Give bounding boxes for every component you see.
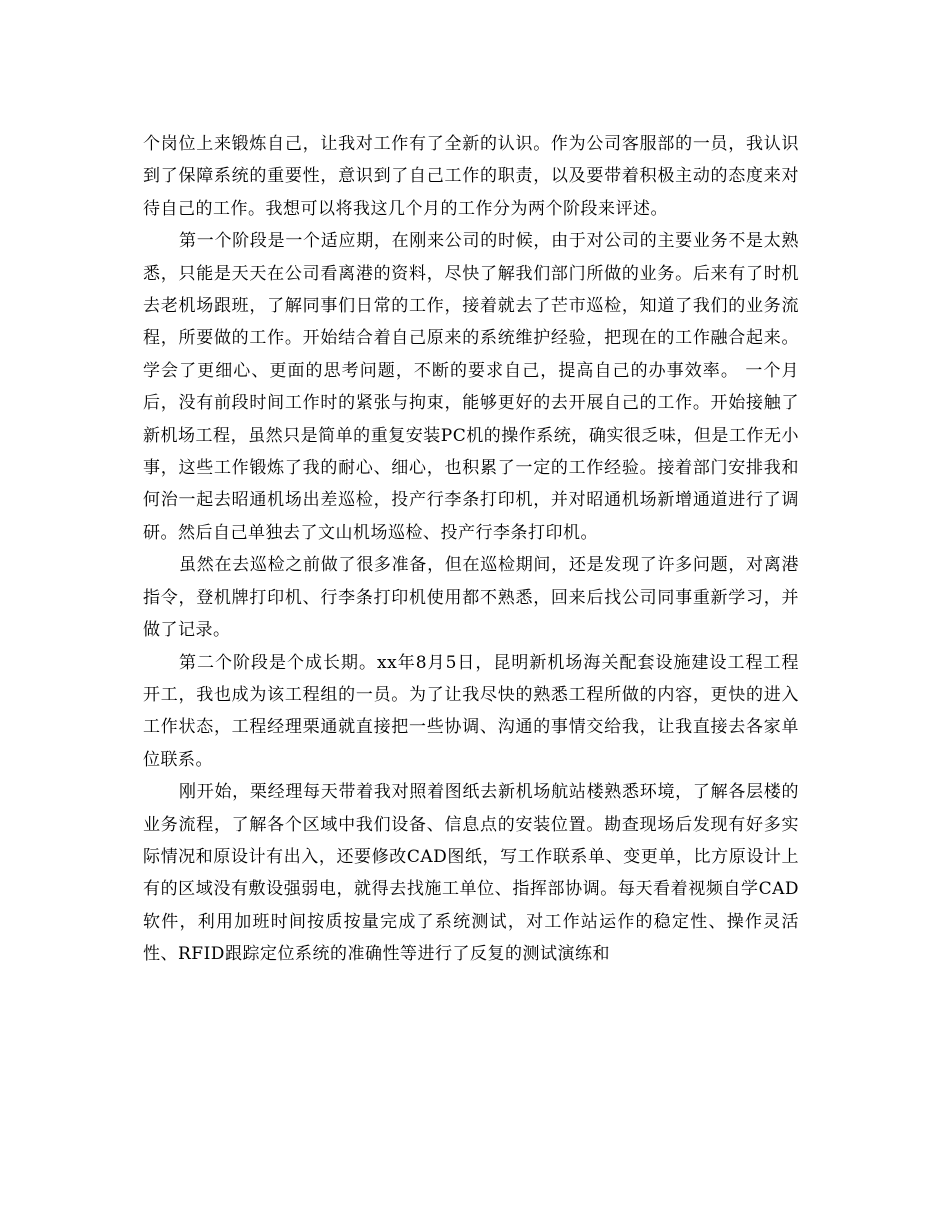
paragraph-1: 个岗位上来锻炼自己，让我对工作有了全新的认识。作为公司客服部的一员，我认识到了保障系统的重要性，意识到了自己工作的职责，以及要带着积极主动的态度来对待自己的工作。我想可以将我这几个月的工作分为两个阶段来评述。 [143, 134, 799, 219]
paragraph-2: 第一个阶段是一个适应期，在刚来公司的时候，由于对公司的主要业务不是太熟悉，只能是天天在公司看离港的资料，尽快了解我们部门所做的业务。后来有了时机去老机场跟班，了解同事们日常的工作，接着就去了芒市巡检，知道了我们的业务流程，所要做的工作。开始结合着自己原来的系统维护经验，把现在的工作融合起来。学会了更细心、更面的思考问题，不断的要求自己，提高自己的办事效率。 一个月后，没有前段时间工作时的紧张与拘束，能够更好的去开展自己的工作。开始接触了新机场工程，虽然只是简单的重复安装PC机的操作系统，确实很乏味，但是工作无小事，这些工作锻炼了我的耐心、细心，也积累了一定的工作经验。接着部门安排我和何治一起去昭通机场出差巡检，投产行李条打印机，并对昭通机场新增通道进行了调研。然后自己单独去了文山机场巡检、投产行李条打印机。 [143, 231, 799, 543]
paragraph-5: 刚开始，栗经理每天带着我对照着图纸去新机场航站楼熟悉环境，了解各层楼的业务流程，了解各个区域中我们设备、信息点的安装位置。勘查现场后发现有好多实际情况和原设计有出入，还要修改CAD图纸，写工作联系单、变更单，比方原设计上有的区域没有敷设强弱电，就得去找施工单位、指挥部协调。每天看着视频自学CAD软件，利用加班时间按质按量完成了系统测试，对工作站运作的稳定性、操作灵活性、RFID跟踪定位系统的准确性等进行了反复的测试演练和 [143, 782, 799, 965]
paragraph-4: 第二个阶段是个成长期。xx年8月5日，昆明新机场海关配套设施建设工程工程开工，我也成为该工程组的一员。为了让我尽快的熟悉工程所做的内容，更快的进入工作状态，工程经理栗通就直接把一些协调、沟通的事情交给我，让我直接去各家单位联系。 [143, 652, 799, 770]
document-body [143, 128, 799, 971]
paragraph-3: 虽然在去巡检之前做了很多准备，但在巡检期间，还是发现了许多问题，对离港指令，登机牌打印机、行李条打印机使用都不熟悉，回来后找公司同事重新学习，并做了记录。 [143, 555, 799, 641]
